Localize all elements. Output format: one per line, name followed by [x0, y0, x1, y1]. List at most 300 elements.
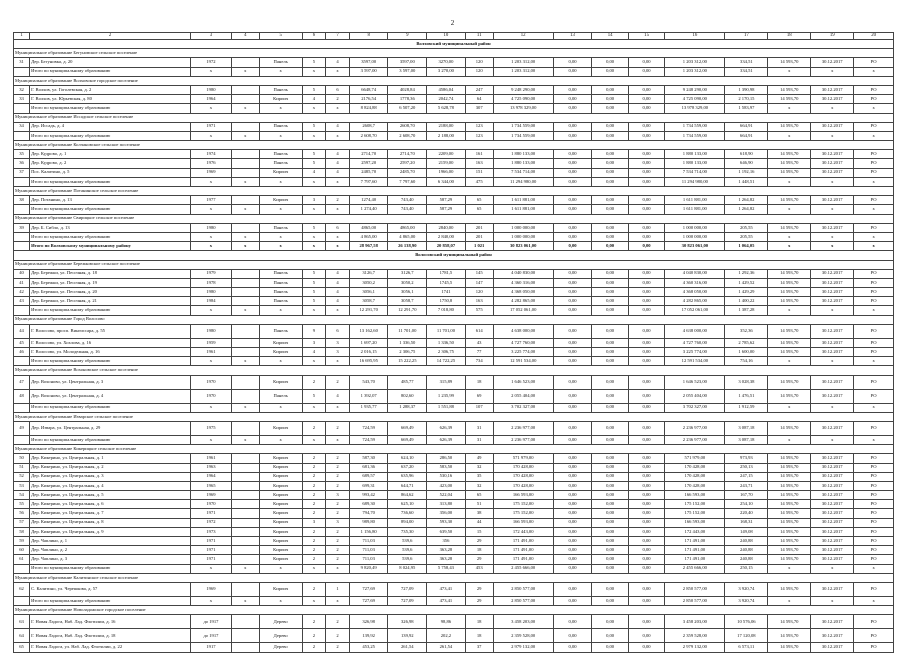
table-cell: х: [326, 177, 350, 186]
municipality-heading-row: [14, 76, 894, 85]
table-cell: 12 291,70: [388, 306, 427, 315]
table-cell: 250,15: [725, 564, 768, 573]
table-cell: 2159,00: [427, 159, 466, 168]
table-cell: 0,00: [592, 643, 628, 652]
table-cell: 4 368 050,00: [493, 288, 553, 297]
table-row: [14, 269, 894, 278]
table-cell: 18: [465, 546, 493, 555]
table-cell: 166 593,00: [493, 518, 553, 527]
district-total-row: [14, 242, 894, 251]
table-cell: 43: [14, 297, 30, 306]
table-cell: 639,50: [427, 527, 466, 536]
table-cell: РО: [854, 58, 894, 67]
table-cell: 30.12.2017: [811, 288, 854, 297]
table-cell: 711,03: [349, 537, 388, 546]
table-cell: 5: [302, 389, 326, 403]
table-cell: 59: [14, 537, 30, 546]
table-cell: [14, 177, 30, 186]
table-cell: РО: [854, 500, 894, 509]
table-cell: Итого по муниципальному образованию: [30, 564, 191, 573]
table-cell: 14 593,70: [768, 324, 811, 338]
table-cell: х: [811, 67, 854, 76]
table-cell: 3126,7: [349, 269, 388, 278]
municipality-heading: Муниципальное образование Новоладожское городское поселение: [14, 606, 894, 615]
table-cell: х: [811, 104, 854, 113]
table-cell: 363,28: [427, 555, 466, 564]
table-cell: 44: [465, 518, 493, 527]
table-cell: 3597,00: [388, 58, 427, 67]
table-cell: х: [259, 564, 302, 573]
table-cell: 4 725 090,00: [665, 95, 725, 104]
table-cell: 4 865,00: [349, 232, 388, 241]
table-cell: РО: [854, 509, 894, 518]
table-cell: 0,00: [553, 596, 592, 605]
table-cell: 1972: [191, 58, 232, 67]
table-cell: 2042,74: [427, 95, 466, 104]
municipality-heading-row: [14, 141, 894, 150]
municipality-heading: Муниципальное образование Кикерицкое сельское поселение: [14, 445, 894, 454]
table-cell: 0,00: [553, 463, 592, 472]
table-cell: Итого по муниципальному образованию: [30, 205, 191, 214]
table-cell: Кирпич: [259, 463, 302, 472]
table-cell: 0,00: [628, 104, 664, 113]
table-cell: х: [811, 435, 854, 444]
column-number: 2: [30, 33, 191, 40]
table-cell: 539,6: [388, 546, 427, 555]
table-cell: [231, 288, 259, 297]
table-cell: 0,00: [628, 389, 664, 403]
table-row: [14, 527, 894, 536]
table-cell: [231, 463, 259, 472]
table-cell: 38: [14, 196, 30, 205]
table-cell: 625,10: [388, 500, 427, 509]
table-cell: 2: [302, 629, 326, 643]
table-cell: 0,00: [628, 454, 664, 463]
table-cell: 0,00: [628, 168, 664, 177]
table-row: [14, 481, 894, 490]
table-cell: 14 593,70: [768, 85, 811, 94]
municipality-heading-row: [14, 573, 894, 582]
table-cell: х: [768, 596, 811, 605]
table-cell: 0,00: [592, 232, 628, 241]
table-cell: 2 236 977,00: [665, 435, 725, 444]
table-cell: 1971: [191, 122, 232, 131]
table-cell: 171 491,00: [665, 546, 725, 555]
table-cell: х: [768, 306, 811, 315]
table-cell: 5: [302, 85, 326, 94]
table-cell: 4: [326, 159, 350, 168]
table-cell: 14 593,70: [768, 278, 811, 287]
table-cell: 9: [302, 324, 326, 338]
table-cell: 2: [302, 527, 326, 536]
table-cell: 1971: [191, 509, 232, 518]
table-cell: х: [191, 131, 232, 140]
table-cell: х: [854, 306, 894, 315]
table-cell: [231, 500, 259, 509]
table-cell: 4 368 050,00: [665, 288, 725, 297]
table-cell: 3: [326, 491, 350, 500]
table-cell: [231, 150, 259, 159]
table-cell: 0,00: [553, 537, 592, 546]
table-cell: 2840,00: [427, 223, 466, 232]
table-cell: Панель: [259, 58, 302, 67]
table-cell: 2608,70: [388, 122, 427, 131]
table-cell: 0,00: [628, 375, 664, 389]
table-cell: 5: [302, 297, 326, 306]
table-cell: 61: [14, 555, 30, 564]
table-cell: 14 593,70: [768, 481, 811, 490]
table-cell: 724,59: [349, 435, 388, 444]
subtotal-row: [14, 596, 894, 605]
table-cell: 0,00: [592, 306, 628, 315]
table-cell: 7 797,60: [388, 177, 427, 186]
table-cell: 1 000 000,00: [493, 232, 553, 241]
table-cell: 14 593,70: [768, 389, 811, 403]
table-cell: Итого по муниципальному образованию: [30, 306, 191, 315]
municipality-heading-row: [14, 606, 894, 615]
table-cell: х: [302, 306, 326, 315]
table-cell: 52: [14, 472, 30, 481]
table-cell: 31: [465, 421, 493, 435]
table-cell: х: [811, 357, 854, 366]
table-cell: [14, 564, 30, 573]
table-cell: 2 979 132,00: [493, 643, 553, 652]
table-cell: 56: [14, 509, 30, 518]
table-cell: 2 306,75: [388, 348, 427, 357]
table-cell: 1966,00: [427, 168, 466, 177]
table-cell: 1 429,29: [725, 288, 768, 297]
table-cell: 1963: [191, 463, 232, 472]
table-cell: 4 360 316,00: [665, 278, 725, 287]
table-cell: 2 359 528,00: [493, 629, 553, 643]
table-cell: 3 225 774,00: [665, 348, 725, 357]
subtotal-row: [14, 104, 894, 113]
table-cell: 6648,74: [349, 85, 388, 94]
table-row: [14, 537, 894, 546]
table-cell: 0,00: [592, 509, 628, 518]
table-cell: 2 850 577,00: [493, 582, 553, 596]
table-cell: 0,00: [628, 481, 664, 490]
table-cell: 0,00: [592, 421, 628, 435]
table-cell: 18: [465, 615, 493, 629]
table-cell: 0,00: [553, 481, 592, 490]
table-cell: 356,00: [427, 509, 466, 518]
table-cell: 30.12.2017: [811, 629, 854, 643]
table-cell: х: [302, 232, 326, 241]
table-cell: 107: [465, 403, 493, 412]
table-row: [14, 223, 894, 232]
table-cell: Панель: [259, 223, 302, 232]
table-cell: 1741: [427, 288, 466, 297]
page-number: 2: [450, 19, 455, 27]
table-cell: 0,00: [592, 537, 628, 546]
table-cell: 1 551,88: [427, 403, 466, 412]
table-cell: 0,00: [628, 242, 664, 251]
table-cell: 175 152,00: [665, 509, 725, 518]
table-cell: 1 021: [465, 242, 493, 251]
table-cell: [231, 324, 259, 338]
table-row: [14, 324, 894, 338]
table-cell: Кирпич: [259, 500, 302, 509]
table-row: [14, 629, 894, 643]
table-cell: 1 429,52: [725, 278, 768, 287]
table-cell: 3: [302, 196, 326, 205]
table-cell: 5: [302, 278, 326, 287]
table-cell: 166 593,00: [665, 518, 725, 527]
table-cell: 2209,00: [427, 150, 466, 159]
table-cell: Итого по муниципальному образованию: [30, 177, 191, 186]
table-cell: Дер. Кикерино, ул. Центральная, д. 6: [30, 500, 191, 509]
table-cell: 453,25: [349, 643, 388, 652]
table-cell: 0,00: [553, 278, 592, 287]
column-number: 18: [768, 33, 811, 40]
table-cell: 14 593,70: [768, 348, 811, 357]
table-cell: 4865,00: [388, 223, 427, 232]
table-cell: 1969: [191, 582, 232, 596]
table-cell: 14 593,70: [768, 537, 811, 546]
table-cell: Дер. Кикерино, ул. Центральная, д. 1: [30, 454, 191, 463]
table-cell: 1 192,16: [725, 168, 768, 177]
table-cell: 4 638 000,00: [493, 324, 553, 338]
table-cell: РО: [854, 375, 894, 389]
table-cell: х: [768, 131, 811, 140]
table-row: [14, 348, 894, 357]
table-cell: РО: [854, 643, 894, 652]
table-cell: 0,00: [628, 463, 664, 472]
table-cell: 646,90: [725, 159, 768, 168]
table-cell: 587,29: [427, 205, 466, 214]
table-cell: 2: [326, 643, 350, 652]
table-cell: 0,00: [553, 269, 592, 278]
table-cell: 0,00: [553, 375, 592, 389]
table-cell: 0,00: [592, 269, 628, 278]
table-cell: 120: [465, 67, 493, 76]
table-cell: 6: [326, 223, 350, 232]
table-cell: 14 593,70: [768, 463, 811, 472]
table-cell: 0,00: [553, 297, 592, 306]
table-cell: 1 646 523,00: [665, 375, 725, 389]
table-cell: РО: [854, 168, 894, 177]
table-cell: РО: [854, 481, 894, 490]
municipality-heading: Муниципальное образование Вохоновское сельское поселение: [14, 366, 894, 375]
table-cell: 0,00: [592, 546, 628, 555]
table-cell: 30.12.2017: [811, 546, 854, 555]
table-cell: 5: [302, 288, 326, 297]
table-cell: [231, 58, 259, 67]
table-cell: РО: [854, 223, 894, 232]
table-cell: 4: [326, 297, 350, 306]
table-cell: РО: [854, 546, 894, 555]
table-cell: 0,00: [553, 122, 592, 131]
table-cell: 240,88: [725, 555, 768, 564]
table-cell: 3 920,74: [725, 582, 768, 596]
table-cell: 637,20: [388, 463, 427, 472]
table-cell: 3: [326, 348, 350, 357]
table-cell: Дерево: [259, 615, 302, 629]
table-cell: 13 978 329,00: [493, 104, 553, 113]
table-cell: Кирпич: [259, 454, 302, 463]
table-cell: Кирпич: [259, 168, 302, 177]
table-row: [14, 159, 894, 168]
table-cell: х: [259, 232, 302, 241]
table-cell: 0,00: [628, 122, 664, 131]
table-cell: 286,50: [427, 454, 466, 463]
table-cell: 172 443,00: [665, 527, 725, 536]
table-cell: 139,92: [388, 629, 427, 643]
table-cell: х: [854, 435, 894, 444]
table-cell: 334,51: [725, 58, 768, 67]
table-cell: 727,09: [388, 596, 427, 605]
table-cell: 453: [465, 564, 493, 573]
table-cell: 1 935,77: [349, 403, 388, 412]
table-cell: 0,00: [553, 500, 592, 509]
table-cell: 0,00: [628, 278, 664, 287]
table-cell: 1 292,36: [725, 269, 768, 278]
table-cell: 14 593,70: [768, 555, 811, 564]
table-cell: 26 138,90: [388, 242, 427, 251]
table-cell: х: [259, 205, 302, 214]
table-cell: х: [854, 177, 894, 186]
table-cell: 644,71: [388, 481, 427, 490]
table-cell: 1 000 000,00: [665, 223, 725, 232]
table-cell: Дер. Извара, ул. Центральная, д. 29: [30, 421, 191, 435]
table-cell: РО: [854, 159, 894, 168]
table-cell: 50: [14, 454, 30, 463]
table-cell: Дер. Бережки, ул. Песочная, д. 21: [30, 297, 191, 306]
table-cell: 0,00: [628, 518, 664, 527]
municipality-heading-row: [14, 445, 894, 454]
table-cell: х: [854, 564, 894, 573]
table-cell: 7 534 714,00: [493, 168, 553, 177]
table-cell: 14 593,70: [768, 168, 811, 177]
table-cell: 30.12.2017: [811, 491, 854, 500]
table-cell: 3050,2: [349, 278, 388, 287]
table-cell: 1977: [191, 196, 232, 205]
table-cell: х: [191, 357, 232, 366]
table-cell: 473,41: [427, 596, 466, 605]
table-cell: 30.12.2017: [811, 527, 854, 536]
table-cell: 254,10: [725, 500, 768, 509]
table-cell: 31: [14, 58, 30, 67]
table-cell: 30.12.2017: [811, 500, 854, 509]
table-cell: 14 593,70: [768, 338, 811, 347]
region-heading: Волховский муниципальный район: [14, 40, 894, 49]
table-cell: 65: [465, 205, 493, 214]
table-body: [14, 33, 894, 653]
column-number: 19: [811, 33, 854, 40]
table-cell: 1 203 312,00: [665, 67, 725, 76]
table-cell: 6: [326, 85, 350, 94]
table-cell: 54: [14, 491, 30, 500]
column-number: 15: [628, 33, 664, 40]
table-cell: 163: [465, 159, 493, 168]
table-cell: 0,00: [592, 491, 628, 500]
table-cell: 1964: [191, 472, 232, 481]
table-cell: 539,6: [388, 537, 427, 546]
table-cell: 0,00: [592, 518, 628, 527]
table-cell: [231, 389, 259, 403]
municipality-heading: Муниципальное образование Свирицкое сельское поселение: [14, 214, 894, 223]
table-cell: 669,49: [388, 435, 427, 444]
municipality-heading: Муниципальное образование Город Волосово: [14, 315, 894, 324]
column-number: 17: [725, 33, 768, 40]
table-cell: РО: [854, 122, 894, 131]
table-cell: 4 638 000,00: [665, 324, 725, 338]
table-cell: 0,00: [592, 555, 628, 564]
table-cell: 0,00: [553, 150, 592, 159]
table-cell: 30.12.2017: [811, 159, 854, 168]
table-cell: Кирпич: [259, 527, 302, 536]
table-cell: Панель: [259, 85, 302, 94]
table-cell: 0,00: [592, 150, 628, 159]
table-cell: 0,00: [628, 629, 664, 643]
table-cell: 2 608,70: [388, 131, 427, 140]
column-number: 3: [191, 33, 232, 40]
table-cell: 0,00: [628, 177, 664, 186]
table-cell: [231, 454, 259, 463]
table-row: [14, 421, 894, 435]
table-cell: 0,00: [553, 472, 592, 481]
table-cell: х: [854, 232, 894, 241]
table-cell: 1965: [191, 481, 232, 490]
table-row: [14, 338, 894, 347]
table-cell: 1 646 523,00: [493, 375, 553, 389]
table-cell: 1980: [191, 85, 232, 94]
table-cell: 587,29: [427, 196, 466, 205]
table-cell: 0,00: [553, 546, 592, 555]
table-cell: 2: [302, 537, 326, 546]
table-cell: 0,00: [553, 454, 592, 463]
subtotal-row: [14, 357, 894, 366]
table-cell: Кирпич: [259, 546, 302, 555]
table-cell: 14 593,70: [768, 509, 811, 518]
table-cell: 34: [14, 122, 30, 131]
table-cell: 0,00: [628, 297, 664, 306]
table-cell: 35: [465, 472, 493, 481]
table-cell: 743,40: [388, 196, 427, 205]
table-cell: 0,00: [628, 527, 664, 536]
table-cell: до 1917: [191, 629, 232, 643]
table-cell: 62: [14, 582, 30, 596]
table-cell: 0,00: [628, 131, 664, 140]
table-cell: [14, 306, 30, 315]
table-cell: х: [768, 435, 811, 444]
table-cell: 31: [465, 435, 493, 444]
table-cell: 1971: [191, 555, 232, 564]
table-cell: х: [768, 205, 811, 214]
table-cell: Г. Волосово, ул. Хохлова, д. 16: [30, 338, 191, 347]
table-row: [14, 389, 894, 403]
table-cell: Дер. Кикерино, ул. Центральная, д. 8: [30, 518, 191, 527]
table-cell: 37: [14, 168, 30, 177]
table-cell: х: [259, 403, 302, 412]
table-cell: 48: [14, 389, 30, 403]
table-cell: Дер. Бережки, ул. Песочная, д. 20: [30, 288, 191, 297]
table-cell: 1970: [191, 375, 232, 389]
table-cell: х: [811, 564, 854, 573]
table-cell: 30.12.2017: [811, 95, 854, 104]
table-cell: 0,00: [628, 472, 664, 481]
table-cell: 168,31: [725, 518, 768, 527]
table-cell: 681,36: [349, 463, 388, 472]
table-cell: 0,00: [628, 85, 664, 94]
table-cell: 1984: [191, 297, 232, 306]
table-cell: 4: [326, 269, 350, 278]
table-cell: 0,00: [553, 223, 592, 232]
municipality-heading-row: [14, 49, 894, 58]
table-cell: 0,00: [628, 357, 664, 366]
column-number-row: [14, 33, 894, 40]
